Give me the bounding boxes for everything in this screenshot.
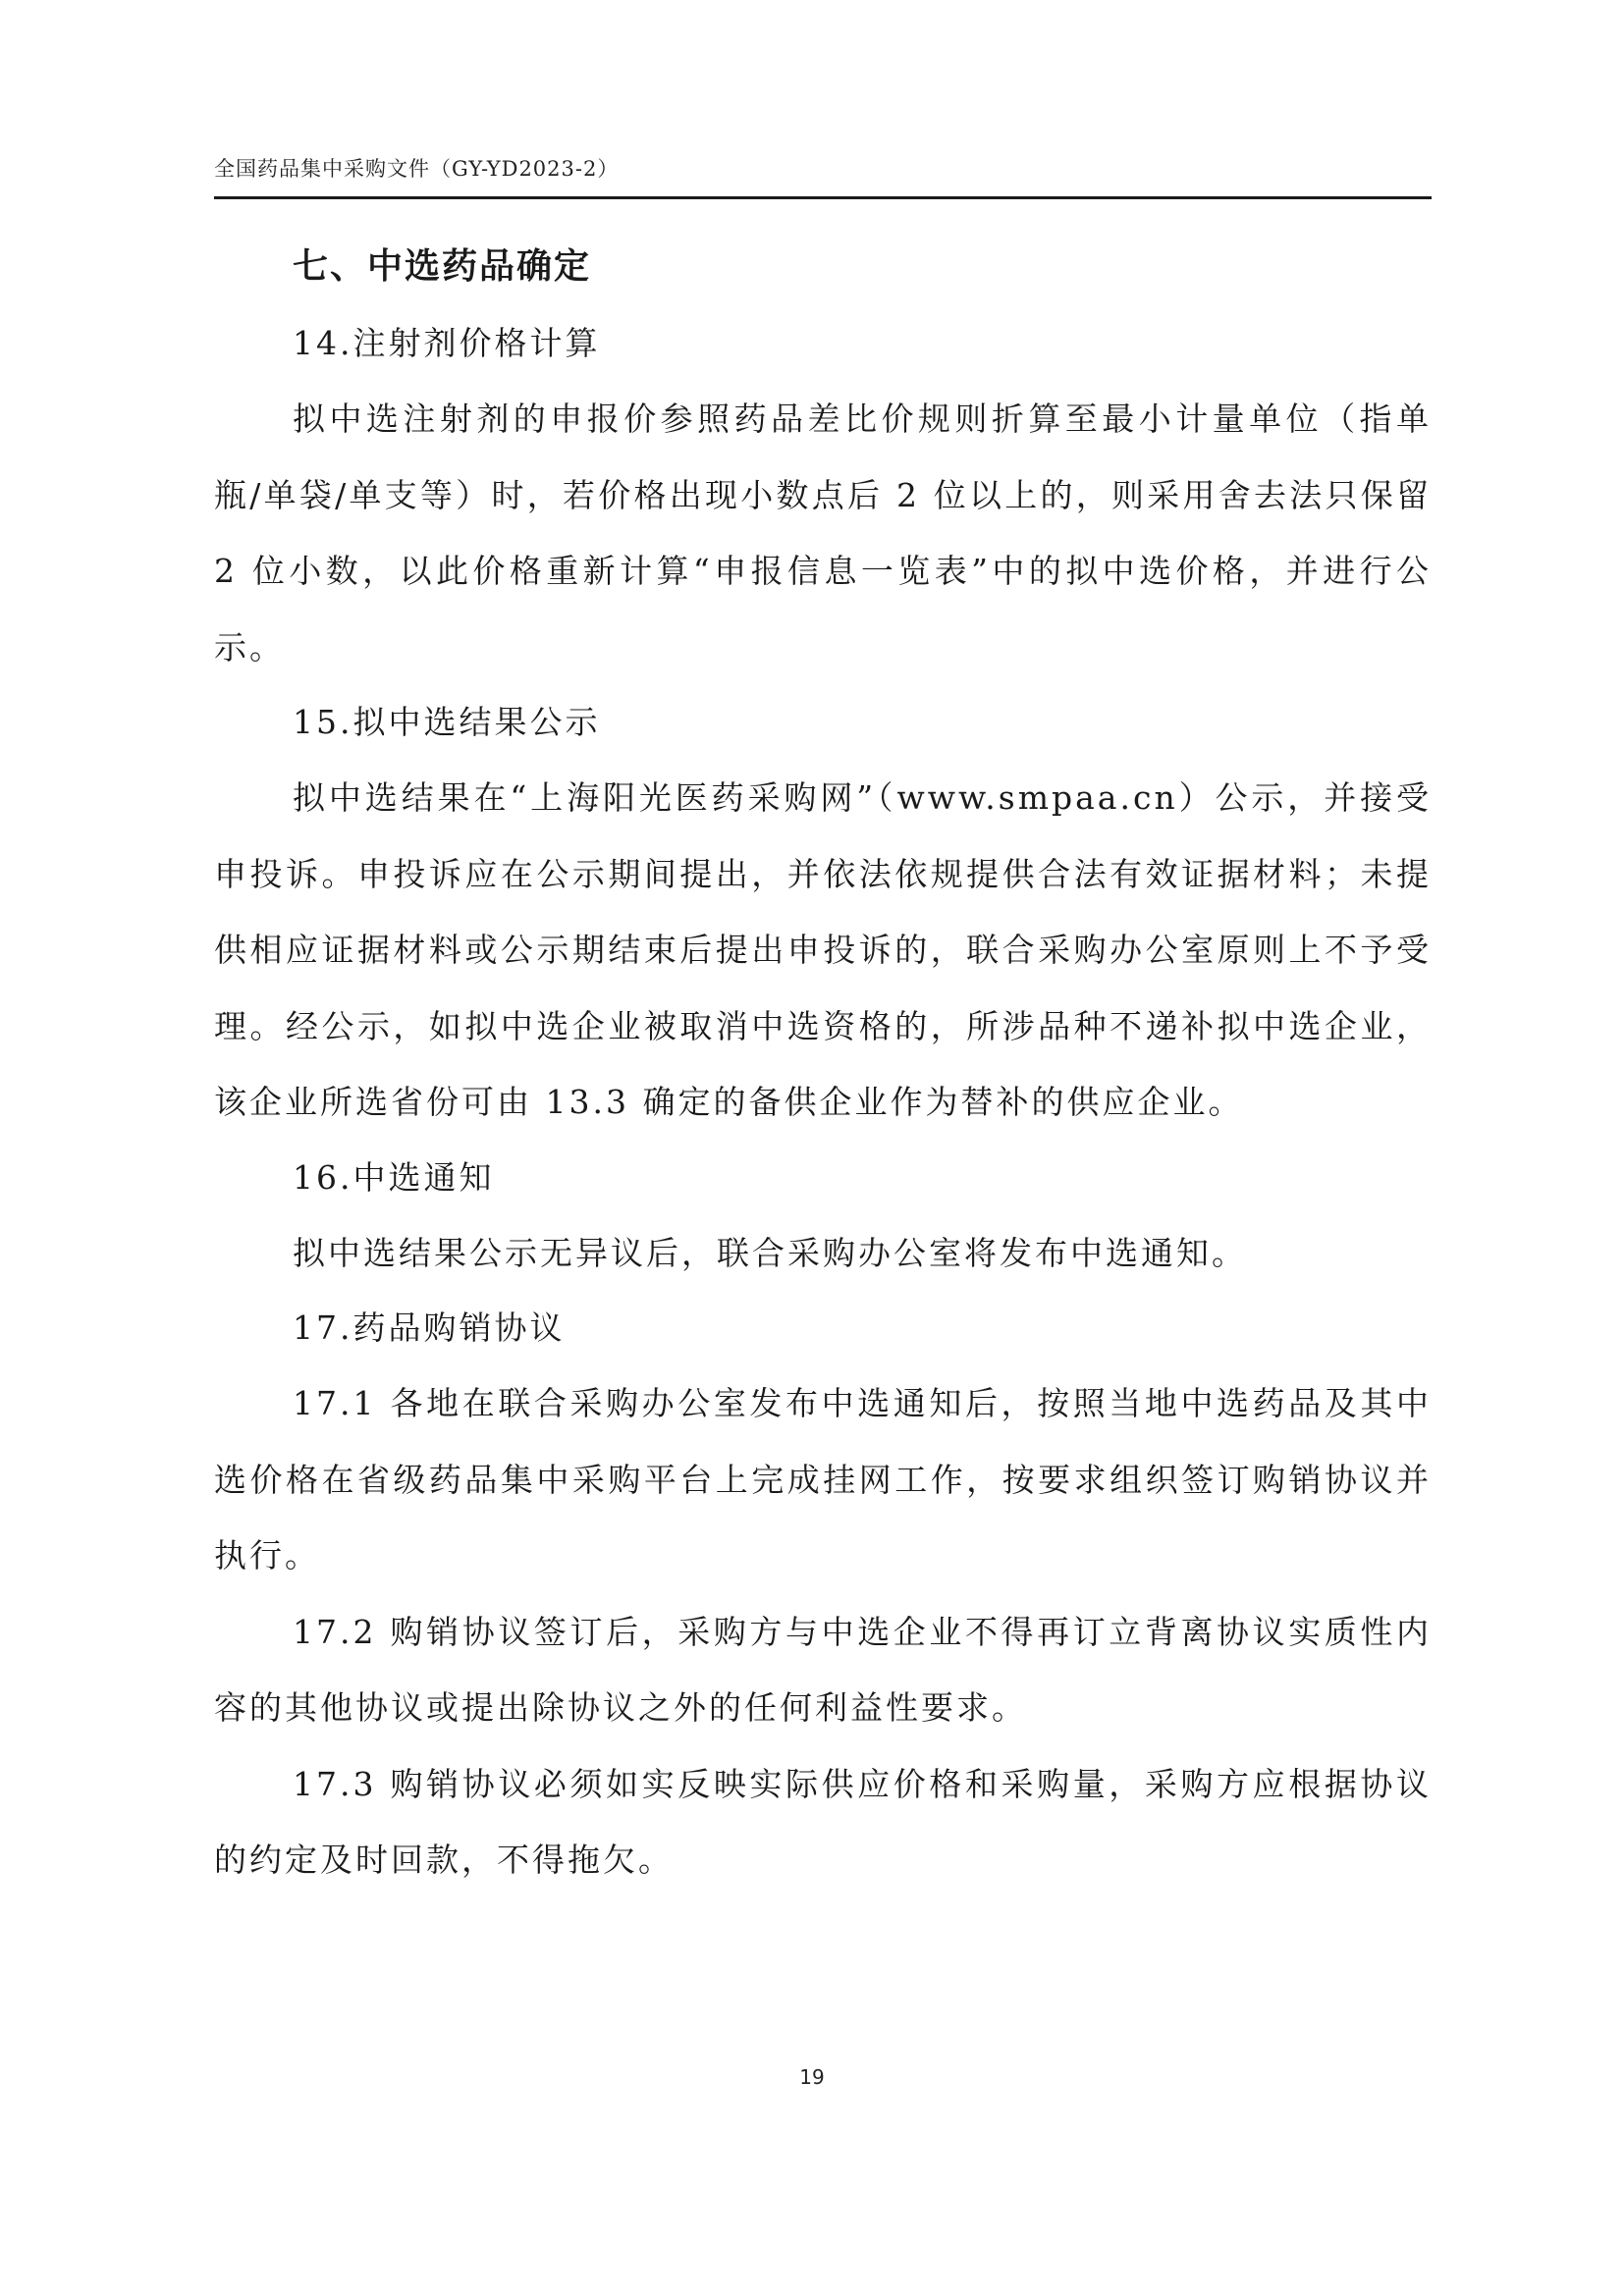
paragraph-15: 拟中选结果在“上海阳光医药采购网”（www.smpaa.cn）公示，并接受申投诉。申投诉应在公示期间提出，并依法依规提供合法有效证据材料；未提供相应证据材料或公示期结束后提出申投诉的，联合采购办公室原则上不予受理。经公示，如拟中选企业被取消中选资格的，所涉品种不递补拟中选企业，该企业所选省份可由 13.3 确定的备供企业作为替补的供应企业。 bbox=[214, 778, 1432, 1121]
section-heading: 七、中选药品确定 bbox=[293, 246, 592, 287]
subheading-14: 14.注射剂价格计算 bbox=[293, 324, 601, 362]
page-header bbox=[214, 147, 1432, 199]
subheading-17: 17.药品购销协议 bbox=[293, 1308, 566, 1347]
subheading-16: 16.中选通知 bbox=[293, 1157, 495, 1197]
document-body bbox=[214, 238, 1432, 1898]
document-title: 全国药品集中采购文件（GY-YD2023-2） bbox=[214, 157, 620, 181]
paragraph-17-3: 17.3 购销协议必须如实反映实际供应价格和采购量，采购方应根据协议的约定及时回款，不得拖欠。 bbox=[214, 1764, 1432, 1879]
page-number: 19 bbox=[799, 2065, 825, 2089]
paragraph-17-1: 17.1 各地在联合采购办公室发布中选通知后，按照当地中选药品及其中选价格在省级药品集中采购平台上完成挂网工作，按要求组织签订购销协议并执行。 bbox=[214, 1384, 1432, 1575]
subheading-15: 15.拟中选结果公示 bbox=[293, 703, 601, 741]
paragraph-17-2: 17.2 购销协议签订后，采购方与中选企业不得再订立背离协议实质性内容的其他协议或提出除协议之外的任何利益性要求。 bbox=[214, 1612, 1432, 1727]
paragraph-16: 拟中选结果公示无异议后，联合采购办公室将发布中选通知。 bbox=[293, 1233, 1247, 1272]
paragraph-14: 拟中选注射剂的申报价参照药品差比价规则折算至最小计量单位（指单瓶/单袋/单支等）时，若价格出现小数点后 2 位以上的，则采用舍去法只保留 2 位小数，以此价格重新计算“申报信息一览表”中的拟中选价格，并进行公示。 bbox=[214, 400, 1432, 667]
